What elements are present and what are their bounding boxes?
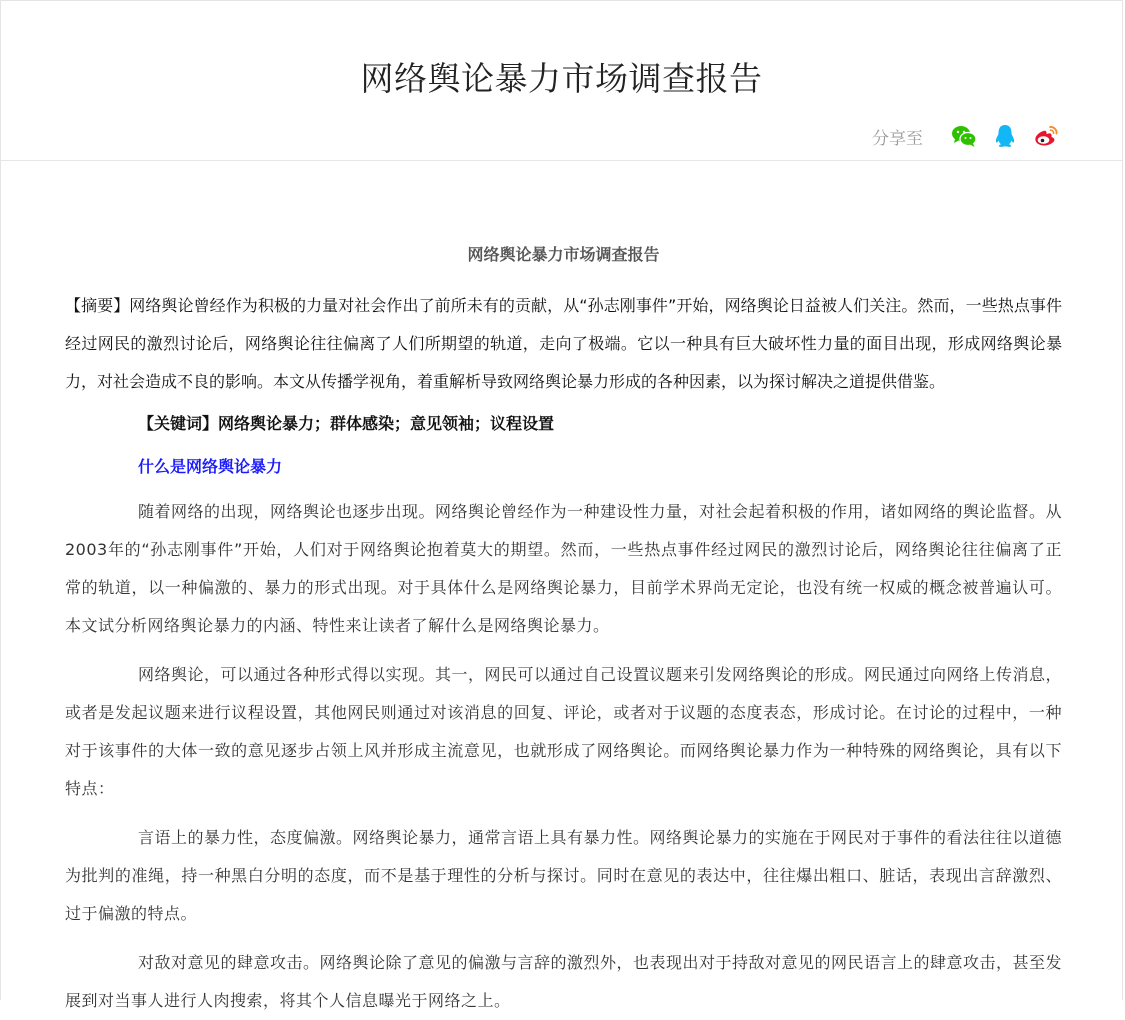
wechat-icon[interactable] <box>950 122 978 150</box>
share-bar <box>872 121 1060 151</box>
article-heading: 网络舆论暴力市场调查报告 <box>467 245 660 264</box>
abstract-paragraph: 【摘要】网络舆论曾经作为积极的力量对社会作出了前所未有的贡献，从“孙志刚事件”开始，网络舆论日益被人们关注。然而，一些热点事件经过网民的激烈讨论后，网络舆论往往偏离了人们所期望的轨道，走向了极端。它以一种具有巨大破坏性力量的面目出现，形成网络舆论暴力，对社会造成不良的影响。本文从传播学视角，着重解析导致网络舆论暴力形成的各种因素，以为探讨解决之道提供借鉴。 <box>65 296 1062 391</box>
body-paragraph: 言语上的暴力性，态度偏激。网络舆论暴力，通常言语上具有暴力性。网络舆论暴力的实施在于网民对于事件的看法往往以道德为批判的准绳，持一种黑白分明的态度，而不是基于理性的分析与探讨。同时在意见的表达中，往往爆出粗口、脏话，表现出言辞激烈、过于偏激的特点。 <box>65 828 1063 923</box>
weibo-icon[interactable] <box>1032 122 1060 150</box>
section-heading: 什么是网络舆论暴力 <box>138 457 283 476</box>
page-header <box>1 1 1122 161</box>
body-paragraph: 对敌对意见的肆意攻击。网络舆论除了意见的偏激与言辞的激烈外，也表现出对于持敌对意见的网民语言上的肆意攻击，甚至发展到对当事人进行人肉搜索，将其个人信息曝光于网络之上。 <box>65 953 1063 1010</box>
article-body <box>65 241 1062 1020</box>
page-title: 网络舆论暴力市场调查报告 <box>360 59 763 98</box>
body-paragraph: 网络舆论，可以通过各种形式得以实现。其一，网民可以通过自己设置议题来引发网络舆论的形成。网民通过向网络上传消息，或者是发起议题来进行议程设置，其他网民则通过对该消息的回复、评论，或者对于议题的态度表态，形成讨论。在讨论的过程中，一种对于该事件的大体一致的意见逐步占领上风并形成主流意见，也就形成了网络舆论。而网络舆论暴力作为一种特殊的网络舆论，具有以下特点： <box>65 665 1063 798</box>
body-paragraph: 随着网络的出现，网络舆论也逐步出现。网络舆论曾经作为一种建设性力量，对社会起着积极的作用，诸如网络的舆论监督。从2003年的“孙志刚事件”开始，人们对于网络舆论抱着莫大的期望。然而，一些热点事件经过网民的激烈讨论后，网络舆论往往偏离了正常的轨道，以一种偏激的、暴力的形式出现。对于具体什么是网络舆论暴力，目前学术界尚无定论，也没有统一权威的概念被普遍认可。本文试分析网络舆论暴力的内涵、特性来让读者了解什么是网络舆论暴力。 <box>65 502 1063 635</box>
qq-icon[interactable] <box>991 122 1019 150</box>
keywords-line: 【关键词】网络舆论暴力；群体感染；意见领袖；议程设置 <box>138 414 555 433</box>
share-label: 分享至 <box>872 128 923 149</box>
